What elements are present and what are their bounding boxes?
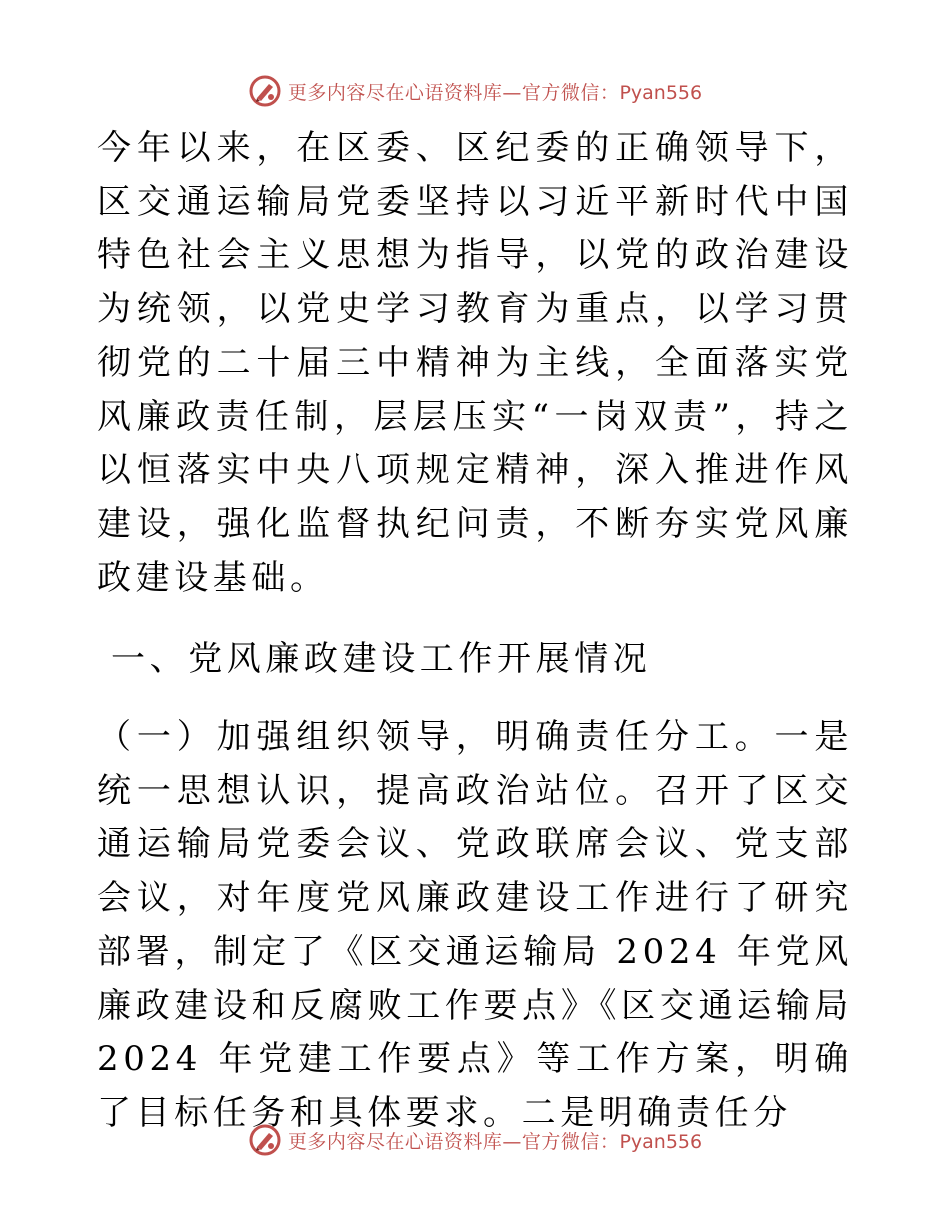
section-heading: 一、党风廉政建设工作开展情况: [111, 639, 652, 680]
paragraph-section-1: （一）加强组织领导，明确责任分工。一是统一思想认识，提高政治站位。召开了区交通运输局党委会议、党政联席会议、党支部会议，对年度党风廉政建设工作进行了研究部署，制定了《区交通运输局 2024 年党风廉政建设和反腐败工作要点》《区交通运输局 2024 年党建工作要点》等工作方案，明确了目标任务和具体要求。二是明确责任分: [97, 717, 853, 1133]
watermark-label: 官方微信：: [521, 81, 620, 104]
watermark-text: 更多内容尽在心语资料库: [287, 81, 503, 104]
watermark-separator: —: [502, 81, 522, 104]
watermark-text: 更多内容尽在心语资料库: [287, 1130, 503, 1153]
watermark-account: Pyan556: [619, 81, 703, 104]
watermark-account: Pyan556: [619, 1130, 703, 1153]
pen-circle-logo-icon: [248, 74, 282, 108]
footer-watermark: [0, 1120, 950, 1160]
document-body: [97, 122, 853, 1141]
paragraph-intro: 今年以来，在区委、区纪委的正确领导下，区交通运输局党委坚持以习近平新时代中国特色社会主义思想为指导，以党的政治建设为统领，以党史学习教育为重点，以学习贯彻党的二十届三中精神为主线，全面落实党风廉政责任制，层层压实“一岗双责”，持之以恒落实中央八项规定精神，深入推进作风建设，强化监督执纪问责，不断夯实党风廉政建设基础。: [97, 128, 853, 598]
header-watermark: [0, 71, 950, 111]
watermark-separator: —: [502, 1130, 522, 1153]
pen-circle-logo-icon: [248, 1123, 282, 1157]
watermark-label: 官方微信：: [521, 1130, 620, 1153]
